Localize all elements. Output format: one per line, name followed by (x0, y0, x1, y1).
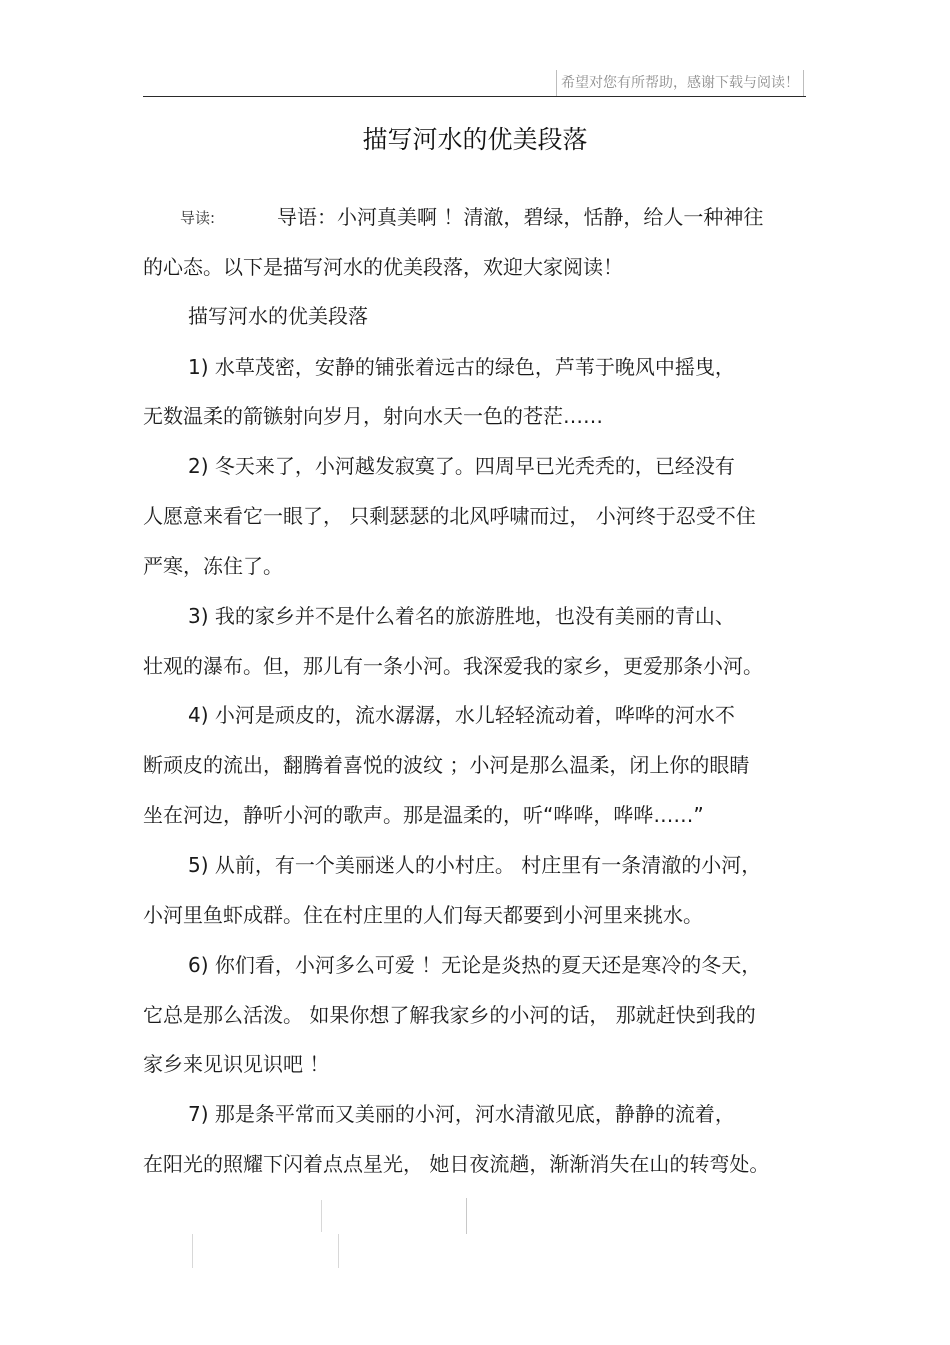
header-divider (143, 96, 806, 97)
scan-artifact-line (338, 1234, 339, 1268)
paragraph-line: 6) 你们看，小河多么可爱 ！无论是炎热的夏天还是寒冷的冬天， (188, 953, 762, 977)
paragraph-line: 小河里鱼虾成群。住在村庄里的人们每天都要到小河里来挑水。 (143, 903, 703, 927)
paragraph-line: 严寒，冻住了。 (143, 554, 283, 578)
paragraph-line: 的心态。以下是描写河水的优美段落，欢迎大家阅读！ (143, 255, 623, 279)
scan-artifact-line (321, 1200, 322, 1232)
scan-artifact-line (192, 1234, 193, 1268)
paragraph-line: 无数温柔的箭镞射向岁月，射向水天一色的苍茫…… (143, 404, 603, 428)
paragraph-line: 导语：小河真美啊 ！清澈，碧绿，恬静，给人一种神往 (277, 205, 764, 229)
paragraph-line: 断顽皮的流出，翻腾着喜悦的波纹 ；小河是那么温柔，闭上你的眼睛 (143, 753, 750, 777)
paragraph-line: 5) 从前，有一个美丽迷人的小村庄。 村庄里有一条清澈的小河， (188, 853, 762, 877)
paragraph-line: 7) 那是条平常而又美丽的小河，河水清澈见底，静静的流着， (188, 1102, 735, 1126)
paragraph-line: 2) 冬天来了，小河越发寂寞了。四周早已光秃秃的，已经没有 (188, 454, 735, 478)
intro-label: 导读: (180, 209, 216, 227)
header-note: 希望对您有所帮助，感谢下载与阅读！ (556, 70, 804, 96)
paragraph-line: 坐在河边，静听小河的歌声。那是温柔的，听“哗哗，哗哗……” (143, 803, 704, 827)
paragraph-line: 人愿意来看它一眼了， 只剩瑟瑟的北风呼啸而过， 小河终于忍受不住 (143, 504, 756, 528)
document-title: 描写河水的优美段落 (362, 125, 588, 154)
scan-artifact-line (466, 1198, 467, 1234)
section-heading: 描写河水的优美段落 (188, 304, 368, 328)
paragraph-line: 家乡来见识见识吧 ！ (143, 1052, 330, 1076)
paragraph-line: 在阳光的照耀下闪着点点星光， 她日夜流趟，渐渐消失在山的转弯处。 (143, 1152, 770, 1176)
paragraph-line: 3) 我的家乡并不是什么着名的旅游胜地，也没有美丽的青山、 (188, 604, 735, 628)
paragraph-line: 1) 水草茂密，安静的铺张着远古的绿色，芦苇于晚风中摇曳， (188, 355, 735, 379)
paragraph-line: 壮观的瀑布。但，那儿有一条小河。我深爱我的家乡，更爱那条小河。 (143, 654, 763, 678)
paragraph-line: 4) 小河是顽皮的，流水潺潺，水儿轻轻流动着，哗哗的河水不 (188, 703, 735, 727)
paragraph-line: 它总是那么活泼。 如果你想了解我家乡的小河的话， 那就赶快到我的 (143, 1003, 756, 1027)
